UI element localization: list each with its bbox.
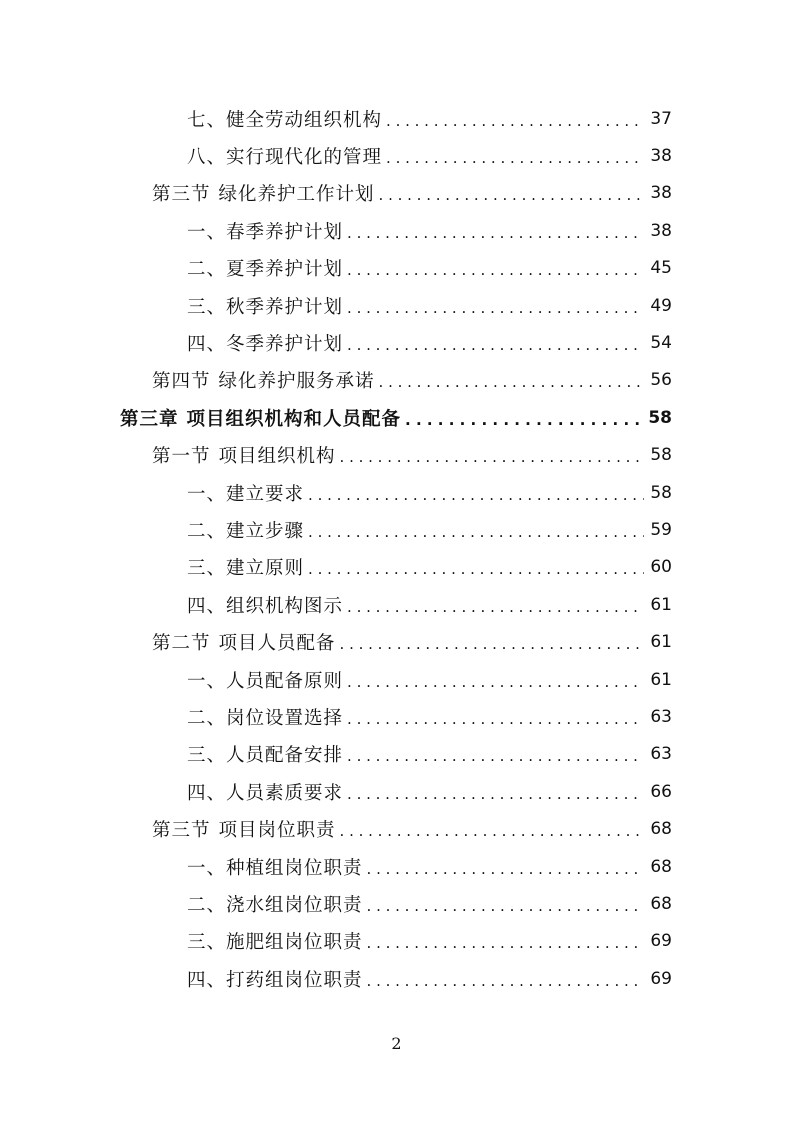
toc-entry-title: 健全劳动组织机构 [226, 109, 383, 131]
toc-dot-leader [308, 560, 644, 578]
toc-entry-page-number: 61 [650, 632, 672, 653]
toc-dot-leader [308, 523, 644, 541]
toc-entry-page-number: 61 [650, 669, 672, 690]
toc-entry-page-number: 63 [650, 744, 672, 765]
toc-entry-label [187, 592, 343, 618]
toc-entry-label [187, 704, 343, 730]
toc-entry-number: 二、 [187, 520, 227, 542]
toc-entry-page-number: 54 [650, 333, 672, 354]
toc-entry[interactable] [0, 698, 672, 735]
toc-entry-page-number: 37 [650, 108, 672, 129]
toc-entry-title: 岗位设置选择 [226, 707, 344, 729]
toc-dot-leader [386, 149, 644, 167]
toc-dot-leader [367, 897, 644, 915]
toc-entry-number: 七、 [187, 109, 227, 131]
toc-entry[interactable] [0, 100, 672, 137]
toc-entry-title: 人员配备原则 [226, 670, 344, 692]
toc-entry-number: 三、 [187, 932, 227, 954]
toc-entry-title: 打药组岗位职责 [226, 969, 363, 991]
toc-entry[interactable] [0, 549, 672, 586]
toc-entry[interactable] [0, 362, 672, 399]
toc-entry[interactable] [0, 287, 672, 324]
toc-entry-title: 人员素质要求 [226, 782, 344, 804]
toc-entry-title: 绿化养护服务承诺 [218, 371, 375, 393]
toc-entry-number: 三、 [187, 745, 227, 767]
toc-entry-title: 实行现代化的管理 [226, 147, 383, 169]
toc-entry-number: 四、 [187, 595, 227, 617]
toc-dot-leader [340, 448, 644, 466]
toc-entry-page-number: 45 [650, 258, 672, 279]
toc-entry[interactable] [0, 623, 672, 660]
toc-entry[interactable] [0, 324, 672, 361]
toc-entry-number: 四、 [187, 969, 227, 991]
toc-dot-leader [347, 785, 644, 803]
toc-dot-leader [347, 336, 644, 354]
toc-entry-title: 秋季养护计划 [226, 296, 344, 318]
toc-dot-leader [379, 373, 644, 391]
toc-entry[interactable] [0, 960, 672, 997]
toc-entry-number: 第二节 [152, 633, 211, 655]
toc-entry[interactable] [0, 923, 672, 960]
toc-entry-page-number: 38 [650, 220, 672, 241]
toc-entry-page-number: 68 [650, 893, 672, 914]
toc-dot-leader [347, 673, 644, 691]
toc-entry[interactable] [0, 137, 672, 174]
toc-entry[interactable] [0, 773, 672, 810]
toc-entry-page-number: 60 [650, 557, 672, 578]
toc-entry-label [187, 330, 343, 356]
toc-dot-leader [340, 822, 644, 840]
toc-entry-title: 建立要求 [226, 483, 305, 505]
toc-dot-leader [347, 747, 644, 765]
toc-entry-title: 项目组织机构 [218, 446, 336, 468]
toc-entry-label [187, 891, 363, 917]
toc-entry-number: 第四节 [152, 371, 211, 393]
toc-entry-title: 建立步骤 [226, 520, 305, 542]
toc-entry-page-number: 69 [650, 931, 672, 952]
toc-entry-number: 二、 [187, 259, 227, 281]
toc-entry-page-number: 56 [650, 370, 672, 391]
toc-entry-number: 三、 [187, 296, 227, 318]
toc-entry-page-number: 49 [650, 295, 672, 316]
toc-entry-label [152, 180, 375, 206]
toc-entry-label [152, 629, 336, 655]
toc-entry-label [187, 293, 343, 319]
toc-entry-number: 四、 [187, 782, 227, 804]
toc-entry-page-number: 66 [650, 781, 672, 802]
toc-entry-number: 一、 [187, 857, 227, 879]
toc-entry[interactable] [0, 250, 672, 287]
toc-entry-label [187, 667, 343, 693]
toc-entry[interactable] [0, 437, 672, 474]
toc-entry[interactable] [0, 212, 672, 249]
toc-entry[interactable] [0, 848, 672, 885]
toc-entry-label [120, 405, 401, 431]
toc-entry-number: 四、 [187, 334, 227, 356]
toc-entry-title: 夏季养护计划 [226, 259, 344, 281]
toc-entry[interactable] [0, 175, 672, 212]
toc-entry-label [187, 106, 382, 132]
toc-entry-number: 八、 [187, 147, 227, 169]
toc-entry-page-number: 58 [648, 407, 672, 428]
toc-dot-leader [347, 710, 644, 728]
toc-entry-number: 第三章 [120, 408, 179, 430]
toc-entry-title: 组织机构图示 [226, 595, 344, 617]
toc-dot-leader [347, 299, 644, 317]
toc-entry-number: 第三节 [152, 820, 211, 842]
table-of-contents [0, 100, 793, 997]
toc-entry-title: 冬季养护计划 [226, 334, 344, 356]
toc-entry[interactable] [0, 586, 672, 623]
toc-entry-page-number: 69 [650, 968, 672, 989]
toc-dot-leader [379, 186, 644, 204]
toc-entry-page-number: 59 [650, 519, 672, 540]
toc-entry-label [187, 928, 363, 954]
toc-entry-label [187, 480, 304, 506]
toc-entry-number: 一、 [187, 483, 227, 505]
toc-dot-leader [347, 598, 644, 616]
toc-entry-title: 项目组织机构和人员配备 [186, 408, 402, 430]
toc-entry-page-number: 63 [650, 706, 672, 727]
toc-entry-title: 种植组岗位职责 [226, 857, 363, 879]
toc-entry-label [187, 218, 343, 244]
toc-entry-title: 施肥组岗位职责 [226, 932, 363, 954]
toc-entry-label [187, 779, 343, 805]
toc-entry-number: 二、 [187, 707, 227, 729]
toc-dot-leader [347, 261, 644, 279]
page-number-footer: 2 [391, 1034, 402, 1053]
toc-entry-page-number: 38 [650, 183, 672, 204]
toc-entry-label [187, 143, 382, 169]
toc-entry-title: 建立原则 [226, 558, 305, 580]
toc-entry-label [152, 442, 336, 468]
toc-entry-title: 绿化养护工作计划 [218, 184, 375, 206]
toc-dot-leader [347, 224, 644, 242]
toc-entry-label [187, 741, 343, 767]
toc-entry[interactable] [0, 399, 672, 436]
toc-dot-leader [386, 112, 644, 130]
toc-entry[interactable] [0, 474, 672, 511]
toc-entry[interactable] [0, 736, 672, 773]
toc-entry-number: 一、 [187, 221, 227, 243]
toc-entry-title: 浇水组岗位职责 [226, 894, 363, 916]
toc-entry-title: 人员配备安排 [226, 745, 344, 767]
toc-entry-number: 一、 [187, 670, 227, 692]
toc-entry-title: 春季养护计划 [226, 221, 344, 243]
toc-entry-page-number: 68 [650, 819, 672, 840]
toc-entry-page-number: 58 [650, 445, 672, 466]
toc-entry-label [187, 517, 304, 543]
toc-dot-leader [340, 635, 644, 653]
toc-entry[interactable] [0, 511, 672, 548]
toc-entry-number: 三、 [187, 558, 227, 580]
toc-entry[interactable] [0, 661, 672, 698]
toc-entry-label [152, 816, 336, 842]
toc-entry-label [187, 966, 363, 992]
toc-entry-page-number: 68 [650, 856, 672, 877]
toc-entry-page-number: 58 [650, 482, 672, 503]
toc-entry-number: 二、 [187, 894, 227, 916]
toc-entry-label [152, 367, 375, 393]
toc-entry[interactable] [0, 885, 672, 922]
toc-entry-title: 项目岗位职责 [218, 820, 336, 842]
toc-entry-label [187, 255, 343, 281]
toc-entry-label [187, 854, 363, 880]
toc-entry-page-number: 61 [650, 594, 672, 615]
toc-entry-page-number: 38 [650, 146, 672, 167]
toc-dot-leader [367, 934, 644, 952]
toc-entry-label [187, 554, 304, 580]
toc-entry-number: 第三节 [152, 184, 211, 206]
toc-dot-leader [308, 486, 644, 504]
toc-entry[interactable] [0, 810, 672, 847]
toc-entry-number: 第一节 [152, 446, 211, 468]
toc-dot-leader [367, 972, 644, 990]
toc-entry-title: 项目人员配备 [218, 633, 336, 655]
toc-dot-leader [405, 411, 642, 429]
toc-dot-leader [367, 860, 644, 878]
